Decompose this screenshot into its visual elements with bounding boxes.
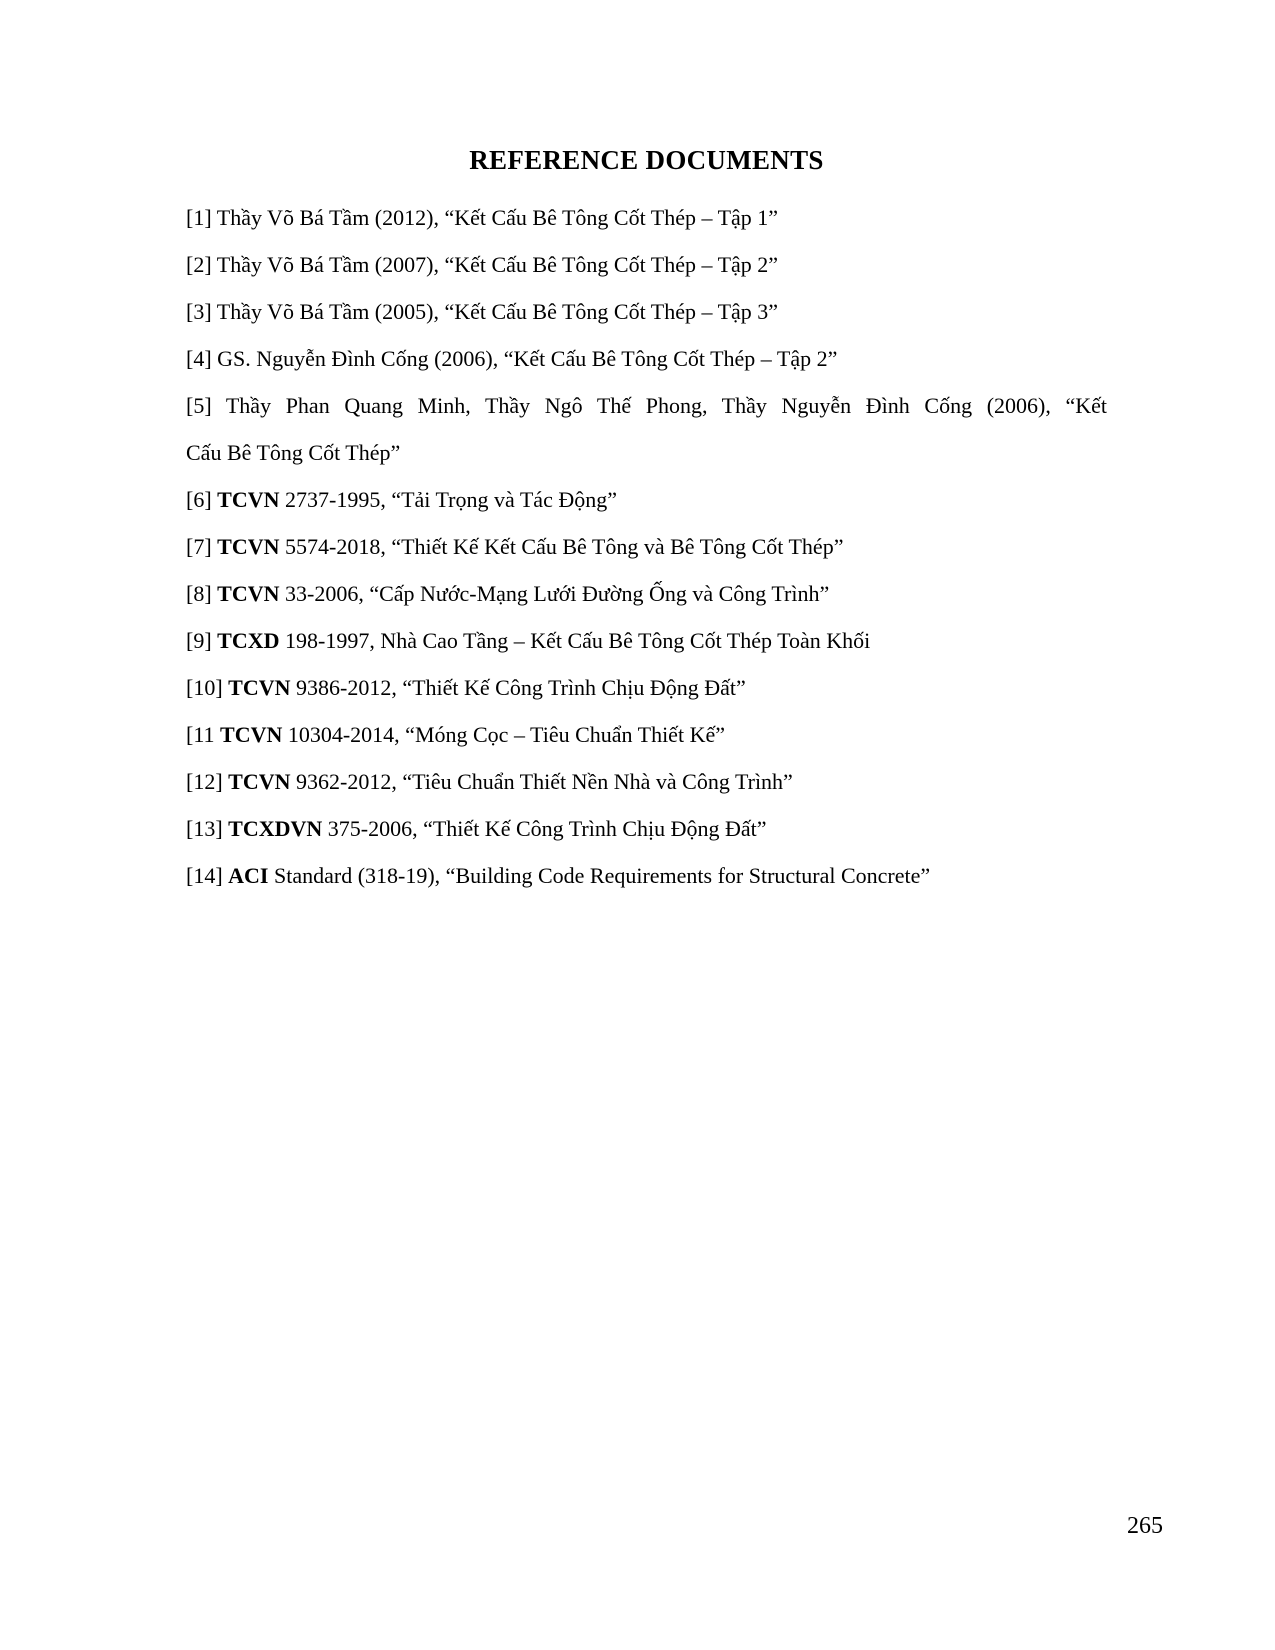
reference-line [186, 241, 1107, 288]
reference-text: 10304-2014, “Móng Cọc – Tiêu Chuẩn Thiết Kế” [282, 722, 725, 747]
reference-text: [8] [186, 581, 218, 606]
page-number: 265 [1127, 1513, 1163, 1539]
reference-item [186, 194, 1107, 241]
reference-item [186, 523, 1107, 570]
reference-text: 2737-1995, “Tải Trọng và Tác Động” [279, 487, 617, 512]
reference-text: 9386-2012, “Thiết Kế Công Trình Chịu Động Đất” [290, 675, 746, 700]
reference-code: TCXDVN [228, 816, 323, 841]
reference-item [186, 758, 1107, 805]
reference-item [186, 382, 1107, 476]
reference-line [186, 664, 1107, 711]
reference-text: [7] [186, 534, 218, 559]
reference-line [186, 335, 1107, 382]
reference-code: TCXD [217, 628, 280, 653]
reference-text: Standard (318-19), “Building Code Requirements for Structural Concrete” [268, 863, 931, 888]
reference-line [186, 711, 1107, 758]
reference-line [186, 288, 1107, 335]
reference-code: TCVN [228, 675, 291, 700]
page-content [186, 140, 1107, 899]
reference-line [186, 805, 1107, 852]
reference-line [186, 523, 1107, 570]
reference-text: 33-2006, “Cấp Nước-Mạng Lưới Đường Ống và Công Trình” [279, 581, 830, 606]
reference-text: [13] [186, 816, 229, 841]
reference-item [186, 241, 1107, 288]
reference-text: [6] [186, 487, 218, 512]
reference-item [186, 617, 1107, 664]
reference-item [186, 288, 1107, 335]
reference-text: 5574-2018, “Thiết Kế Kết Cấu Bê Tông và Bê Tông Cốt Thép” [279, 534, 844, 559]
reference-item [186, 476, 1107, 523]
reference-text: [4] GS. Nguyễn Đình Cống (2006), “Kết Cấu Bê Tông Cốt Thép – Tập 2” [186, 346, 838, 371]
reference-text: [9] [186, 628, 218, 653]
reference-line [186, 429, 1107, 476]
reference-line [186, 570, 1107, 617]
reference-code: TCVN [217, 581, 280, 606]
reference-code: TCVN [228, 769, 291, 794]
reference-list [186, 194, 1107, 899]
reference-text: [5] Thầy Phan Quang Minh, Thầy Ngô Thế Phong, Thầy Nguyễn Đình Cống (2006), “Kết [186, 393, 1107, 418]
reference-text: 9362-2012, “Tiêu Chuẩn Thiết Nền Nhà và Công Trình” [290, 769, 793, 794]
reference-code: TCVN [217, 534, 280, 559]
reference-item [186, 852, 1107, 899]
reference-code: ACI [228, 863, 269, 888]
reference-text: [3] Thầy Võ Bá Tầm (2005), “Kết Cấu Bê Tông Cốt Thép – Tập 3” [186, 299, 779, 324]
reference-item [186, 711, 1107, 758]
reference-text: 375-2006, “Thiết Kế Công Trình Chịu Động Đất” [322, 816, 767, 841]
reference-item [186, 805, 1107, 852]
reference-text: [11 [186, 722, 221, 747]
reference-text: Cấu Bê Tông Cốt Thép” [186, 440, 401, 465]
reference-code: TCVN [217, 487, 280, 512]
reference-item [186, 664, 1107, 711]
reference-text: [1] Thầy Võ Bá Tầm (2012), “Kết Cấu Bê Tông Cốt Thép – Tập 1” [186, 205, 779, 230]
reference-text: [10] [186, 675, 229, 700]
page-title: REFERENCE DOCUMENTS [469, 145, 824, 175]
reference-line [186, 382, 1107, 429]
reference-line [186, 476, 1107, 523]
reference-line [186, 758, 1107, 805]
reference-text: 198-1997, Nhà Cao Tầng – Kết Cấu Bê Tông Cốt Thép Toàn Khối [279, 628, 871, 653]
reference-text: [2] Thầy Võ Bá Tầm (2007), “Kết Cấu Bê Tông Cốt Thép – Tập 2” [186, 252, 779, 277]
reference-line [186, 852, 1107, 899]
reference-line [186, 617, 1107, 664]
reference-line [186, 194, 1107, 241]
reference-text: [14] [186, 863, 229, 888]
reference-code: TCVN [220, 722, 283, 747]
reference-text: [12] [186, 769, 229, 794]
reference-item [186, 570, 1107, 617]
reference-item [186, 335, 1107, 382]
